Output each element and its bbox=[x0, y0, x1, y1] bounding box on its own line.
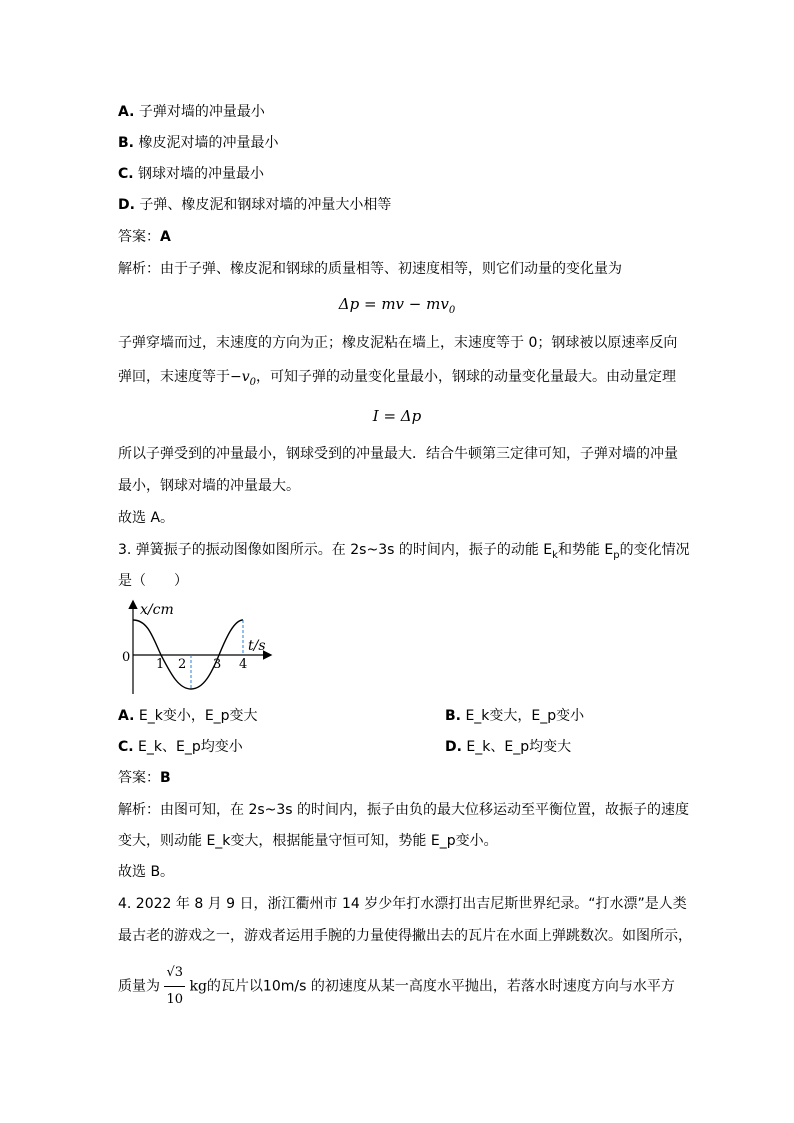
q2-option-a: A. 子弹对墙的冲量最小 bbox=[118, 104, 265, 120]
q2-analysis-1: 解析：由于子弹、橡皮泥和钢球的质量相等、初速度相等，则它们动量的变化量为 bbox=[118, 261, 622, 277]
q3-stem-line1: 3. 弹簧振子的振动图像如图所示。在 2s~3s 的时间内，振子的动能 $E_k$和势能 $E_p$的变化情况 bbox=[118, 542, 690, 561]
q2-option-d: D. 子弹、橡皮泥和钢球对墙的冲量大小相等 bbox=[118, 197, 392, 213]
q3-answer: 答案：B bbox=[118, 770, 171, 786]
q3-option-b: B. E_k变大，E_p变小 bbox=[445, 708, 585, 724]
graph-origin-label: 0 bbox=[122, 650, 131, 665]
q2-conclusion: 故选 A。 bbox=[118, 510, 175, 526]
q2-analysis-2a: 子弹穿墙而过，末速度的方向为正；橡皮泥粘在墙上，末速度等于 0；钢球被以原速率反向 bbox=[118, 335, 678, 351]
q2-equation-momentum: Δp = mv − $mv_0$ bbox=[338, 295, 456, 316]
q2-analysis-2b: 弹回，末速度等于$-v_0$，可知子弹的动量变化量最小，钢球的动量变化量最大。由动量定理 bbox=[118, 369, 677, 388]
graph-tick-4: 4 bbox=[239, 657, 248, 672]
mass-fraction: $\frac{√3}{10}$ bbox=[164, 960, 185, 1013]
graph-x-label: t/s bbox=[248, 638, 266, 654]
q2-equation-impulse: I = Δp bbox=[372, 407, 422, 425]
q4-line2: 最古老的游戏之一，游戏者运用手腕的力量使得撇出去的瓦片在水面上弹跳数次。如图所示， bbox=[118, 928, 692, 944]
q4-line3: 质量为 $\frac{√3}{10}$ kg的瓦片以10m/s 的初速度从某一高度水平抛出，若落水时速度方向与水平方 bbox=[118, 960, 675, 1013]
graph-tick-1: 1 bbox=[156, 657, 165, 672]
q3-option-d: D. E_k、E_p均变大 bbox=[445, 739, 572, 755]
graph-tick-2: 2 bbox=[178, 657, 187, 672]
q2-answer: 答案：A bbox=[118, 229, 171, 245]
q3-analysis-b: 变大，则动能 E_k变大，根据能量守恒可知，势能 E_p变小。 bbox=[118, 833, 498, 849]
q4-line1: 4. 2022 年 8 月 9 日，浙江衢州市 14 岁少年打水漂打出吉尼斯世界纪录。“打水漂”是人类 bbox=[118, 896, 687, 912]
graph-tick-3: 3 bbox=[213, 657, 222, 672]
q3-option-c: C. E_k、E_p均变小 bbox=[118, 739, 243, 755]
graph-y-label: x/cm bbox=[140, 602, 174, 618]
q2-analysis-3b: 最小，钢球对墙的冲量最大。 bbox=[118, 478, 300, 494]
q2-option-c: C. 钢球对墙的冲量最小 bbox=[118, 166, 265, 182]
q3-option-a: A. E_k变小，E_p变大 bbox=[118, 708, 258, 724]
q3-conclusion: 故选 B。 bbox=[118, 864, 175, 880]
q3-vibration-graph bbox=[118, 598, 278, 698]
q3-analysis-a: 解析：由图可知，在 2s~3s 的时间内，振子由负的最大位移运动至平衡位置，故振子的速度 bbox=[118, 802, 690, 818]
q3-stem-line2: 是（ ） bbox=[118, 573, 188, 589]
q2-option-b: B. 橡皮泥对墙的冲量最小 bbox=[118, 135, 279, 151]
q2-analysis-3a: 所以子弹受到的冲量最小，钢球受到的冲量最大．结合牛顿第三定律可知，子弹对墙的冲量 bbox=[118, 446, 678, 462]
